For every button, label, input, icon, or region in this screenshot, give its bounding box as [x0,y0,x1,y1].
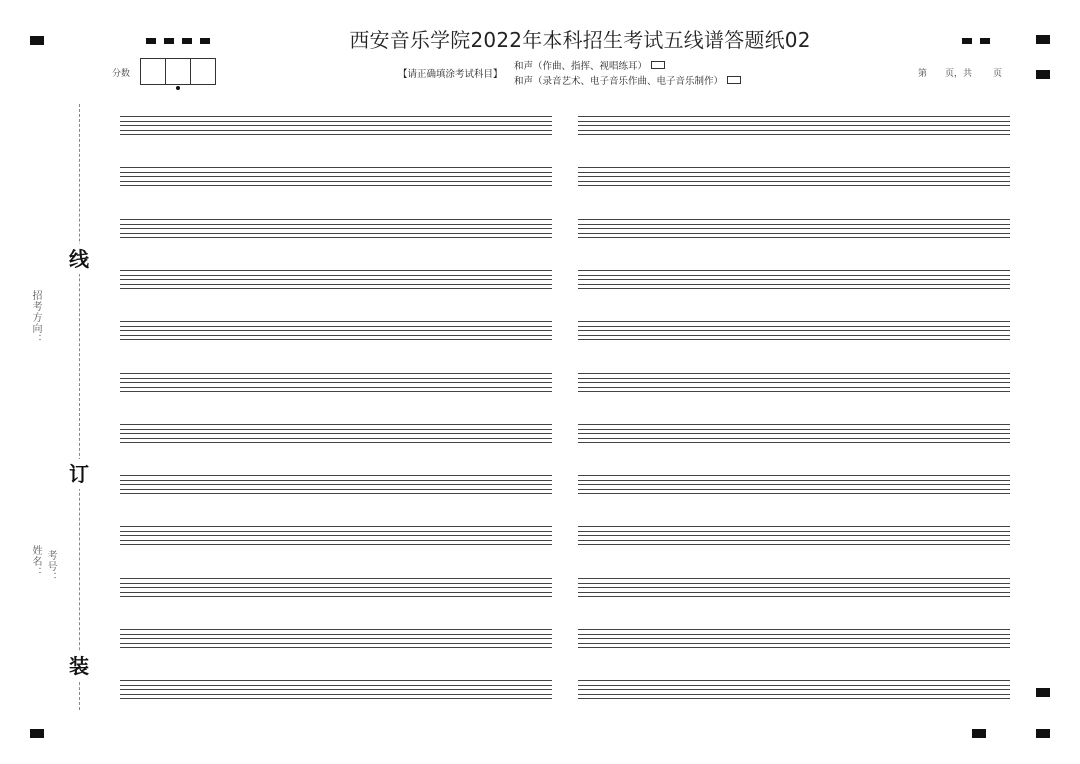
staff-line [578,578,1010,579]
staff-line [578,429,1010,430]
staff-line [120,279,552,280]
score-cell[interactable] [140,58,166,85]
staff-line [120,638,552,639]
staff-line [120,181,552,182]
staff-line [120,647,552,648]
staff-line [578,275,1010,276]
staff-line [120,535,552,536]
staff-line [120,433,552,434]
staff-line [578,475,1010,476]
staff-line [120,475,552,476]
exam-direction-label: 招考方向： [30,290,41,345]
staff-line [120,288,552,289]
staff-line [120,680,552,681]
music-staff[interactable] [120,578,552,597]
staff-line [578,224,1010,225]
staff-line [578,391,1010,392]
staff-line [578,321,1010,322]
music-staff[interactable] [120,475,552,494]
registration-mark [1036,70,1050,79]
staff-line [578,694,1010,695]
staff-line [578,531,1010,532]
staff-line [578,698,1010,699]
staff-line [120,185,552,186]
staff-line [578,433,1010,434]
staff-line [578,172,1010,173]
staff-line [578,493,1010,494]
staff-line [120,167,552,168]
staff-line [120,526,552,527]
staff-line [578,583,1010,584]
staff-line [578,535,1010,536]
subject-option-label: 和声（录音艺术、电子音乐作曲、电子音乐制作） [514,76,724,87]
staff-line [120,326,552,327]
staff-line [120,335,552,336]
score-label: 分数 [112,69,131,79]
subject-option-label: 和声（作曲、指挥、视唱练耳） [514,61,648,72]
staff-line [120,429,552,430]
staff-line [120,484,552,485]
staff-line [578,689,1010,690]
page-suffix: 页 [993,69,1003,79]
music-staff[interactable] [578,373,1010,392]
music-staff[interactable] [120,424,552,443]
music-staff[interactable] [120,629,552,648]
registration-mark [1036,688,1050,697]
music-staff[interactable] [578,424,1010,443]
staff-line [578,387,1010,388]
staff-line [120,330,552,331]
registration-mark [1036,35,1050,44]
staff-line [120,134,552,135]
staff-line [120,121,552,122]
staff-line [120,284,552,285]
staff-line [578,335,1010,336]
staff-line [578,480,1010,481]
staff-line [120,438,552,439]
page-prefix: 第 [918,69,928,79]
staff-line [578,629,1010,630]
music-staff[interactable] [578,629,1010,648]
staff-line [120,176,552,177]
staff-line [578,680,1010,681]
staff-line [578,270,1010,271]
staff-line [120,698,552,699]
staff-line [578,176,1010,177]
staff-line [578,643,1010,644]
staff-line [578,167,1010,168]
staff-line [120,583,552,584]
staff-line [120,544,552,545]
staff-line [120,592,552,593]
staff-line [578,181,1010,182]
score-dot [176,86,180,90]
staff-line [578,540,1010,541]
staff-line [120,233,552,234]
staff-line [578,638,1010,639]
registration-mark [30,36,44,45]
registration-mark [972,729,986,738]
staff-line [578,685,1010,686]
staff-line [578,326,1010,327]
music-staff[interactable] [578,578,1010,597]
subject-checkbox[interactable] [727,76,741,84]
staff-line [120,275,552,276]
staff-line [578,373,1010,374]
staff-line [120,424,552,425]
subject-option-1[interactable] [514,58,665,72]
staff-line [120,219,552,220]
staff-line [120,228,552,229]
staff-line [578,587,1010,588]
staff-line [578,596,1010,597]
staff-line [578,339,1010,340]
subject-checkbox[interactable] [651,61,665,69]
exam-number-label: 考号： [45,550,56,583]
staff-line [578,424,1010,425]
staff-line [578,382,1010,383]
binding-char-ding: 订 [66,459,92,489]
staff-line [578,116,1010,117]
staff-line [578,134,1010,135]
music-staff[interactable] [120,270,552,289]
music-staff[interactable] [120,167,552,186]
staff-line [120,125,552,126]
staff-line [578,442,1010,443]
staff-line [120,391,552,392]
registration-mark [200,38,210,44]
staff-line [120,378,552,379]
staff-line [120,387,552,388]
staff-line [120,373,552,374]
staff-line [120,172,552,173]
staff-line [120,540,552,541]
music-staff[interactable] [578,116,1010,135]
staff-line [578,284,1010,285]
staff-line [120,643,552,644]
staff-line [120,130,552,131]
score-box[interactable] [140,58,216,85]
staff-line [578,121,1010,122]
music-staff[interactable] [120,526,552,545]
staff-line [120,493,552,494]
music-staff[interactable] [578,167,1010,186]
name-label: 姓名： [30,545,41,578]
fill-notice: 【请正确填涂考试科目】 [398,69,503,80]
staff-line [120,685,552,686]
registration-mark [1036,729,1050,738]
score-cell[interactable] [165,58,191,85]
staff-line [578,125,1010,126]
subject-option-2[interactable] [514,73,741,87]
music-staff[interactable] [120,680,552,699]
sheet-title: 西安音乐学院2022年本科招生考试五线谱答题纸02 [349,28,811,52]
staff-line [120,237,552,238]
staff-line [578,288,1010,289]
music-staff[interactable] [120,116,552,135]
staff-line [120,634,552,635]
staff-line [120,442,552,443]
registration-mark [164,38,174,44]
binding-line [79,104,80,710]
registration-mark [182,38,192,44]
staff-line [578,237,1010,238]
music-staff[interactable] [120,219,552,238]
staff-line [578,185,1010,186]
binding-char-zhuang: 装 [66,651,92,681]
staff-line [578,228,1010,229]
staff-line [578,592,1010,593]
staff-line [120,270,552,271]
staff-line [578,279,1010,280]
music-staff[interactable] [578,526,1010,545]
staff-line [578,438,1010,439]
staff-line [578,219,1010,220]
staff-line [578,378,1010,379]
music-staff[interactable] [120,373,552,392]
music-staff[interactable] [578,219,1010,238]
staff-line [578,484,1010,485]
staff-line [578,634,1010,635]
staff-line [120,116,552,117]
staff-line [120,382,552,383]
registration-mark [962,38,972,44]
staff-line [120,489,552,490]
staff-line [578,489,1010,490]
staff-line [120,689,552,690]
staff-line [120,480,552,481]
staff-line [120,629,552,630]
staff-line [578,330,1010,331]
music-staff[interactable] [578,321,1010,340]
staff-line [120,578,552,579]
registration-mark [146,38,156,44]
staff-line [578,130,1010,131]
staff-line [578,233,1010,234]
staff-line [120,224,552,225]
registration-mark [980,38,990,44]
music-staff[interactable] [578,680,1010,699]
music-staff[interactable] [578,270,1010,289]
staff-line [578,544,1010,545]
staff-line [120,339,552,340]
staff-line [578,526,1010,527]
staff-line [578,647,1010,648]
binding-char-xian: 线 [66,244,92,274]
page-middle: 页，共 [945,69,973,79]
registration-mark [30,729,44,738]
staff-line [120,321,552,322]
staff-line [120,531,552,532]
staff-line [120,596,552,597]
music-staff[interactable] [578,475,1010,494]
music-staff[interactable] [120,321,552,340]
staff-line [120,587,552,588]
score-cell[interactable] [190,58,216,85]
staff-line [120,694,552,695]
